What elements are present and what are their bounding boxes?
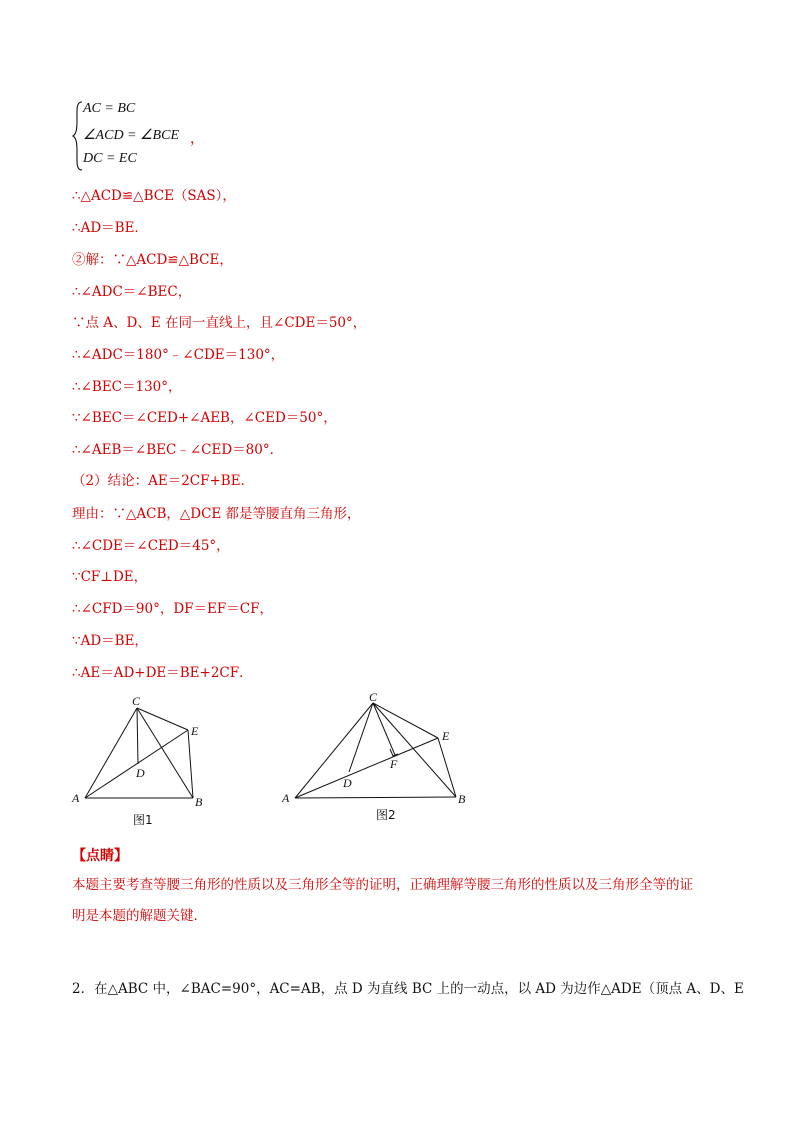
fig2-segment-ab: [295, 797, 456, 798]
proof-line-15: ∵AD＝BE，: [72, 633, 148, 649]
fig1-label-b: B: [195, 795, 203, 809]
fig2-segment-ac: [295, 703, 373, 798]
fig1-segment-cb: [137, 708, 193, 798]
system-row-3: DC = EC: [83, 151, 137, 166]
proof-line-5: ∵点 A、D、E 在同一直线上，且∠CDE＝50°，: [72, 315, 367, 331]
fig1-segment-eb: [188, 730, 193, 798]
fig1-label-c: C: [132, 694, 141, 708]
fig2-segment-cb: [373, 703, 456, 797]
proof-line-1: ∴△ACD≌△BCE（SAS），: [72, 188, 236, 204]
fig2-segment-cd: [349, 703, 373, 772]
fig2-label-d: D: [343, 776, 352, 790]
proof-line-8: ∵∠BEC＝∠CED+∠AEB，∠CED＝50°，: [72, 410, 337, 426]
equation-system: [72, 100, 272, 172]
fig2-label-b: B: [458, 792, 466, 806]
fig2-label-c: C: [369, 690, 378, 704]
proof-line-6: ∴∠ADC＝180°﹣∠CDE＝130°，: [72, 347, 285, 363]
figure-2-caption: 图2: [376, 808, 396, 822]
fig1-label-d: D: [136, 766, 145, 780]
proof-line-3: ②解：∵△ACD≌△BCE，: [72, 252, 233, 268]
system-row-2: ∠ACD = ∠BCE: [83, 128, 179, 143]
fig1-segment-ac: [85, 708, 137, 798]
fig2-label-e: E: [442, 729, 450, 743]
proof-line-9: ∴∠AEB＝∠BEC﹣∠CED＝80°．: [72, 442, 284, 458]
fig1-segment-cd: [137, 708, 138, 764]
proof-line-10: （2）结论：AE＝2CF+BE．: [72, 473, 255, 489]
dianjing-line-1: 本题主要考查等腰三角形的性质以及三角形全等的证明，正确理解等腰三角形的性质以及三角形全等的证: [72, 877, 693, 893]
fig2-segment-ae: [295, 738, 438, 798]
fig2-label-f: F: [390, 757, 398, 771]
fig2-segment-eb: [438, 738, 456, 797]
system-row-1: AC = BC: [83, 101, 136, 116]
proof-line-13: ∵CF⊥DE，: [72, 569, 148, 585]
fig1-label-a: A: [72, 791, 80, 805]
proof-line-4: ∴∠ADC＝∠BEC，: [72, 284, 192, 300]
question-2: 2．在△ABC 中，∠BAC=90°，AC=AB，点 D 为直线 BC 上的一动点，以 AD 为边作△ADE（顶点 A、D、E: [72, 981, 744, 997]
proof-line-2: ∴AD＝BE．: [72, 220, 148, 236]
system-comma: ，: [190, 131, 204, 147]
figure-1: [66, 690, 216, 815]
proof-line-14: ∴∠CFD＝90°，DF＝EF＝CF，: [72, 601, 273, 617]
proof-line-16: ∴AE＝AD+DE＝BE+2CF．: [72, 665, 253, 681]
figure-2: [276, 690, 476, 815]
figure-1-caption: 图1: [133, 813, 153, 827]
proof-line-11: 理由：∵△ACB，△DCE 都是等腰直角三角形，: [72, 506, 361, 522]
dianjing-heading: 【点睛】: [72, 848, 128, 864]
fig2-label-a: A: [282, 791, 290, 805]
fig2-segment-cf: [373, 703, 395, 755]
proof-line-7: ∴∠BEC＝130°，: [72, 379, 182, 395]
fig1-segment-ae: [85, 730, 188, 798]
dianjing-line-2: 明是本题的解题关键．: [72, 908, 207, 924]
fig2-segment-ce: [373, 703, 438, 738]
proof-line-12: ∴∠CDE＝∠CED＝45°，: [72, 538, 230, 554]
fig1-segment-ce: [137, 708, 188, 730]
fig1-label-e: E: [191, 724, 199, 738]
